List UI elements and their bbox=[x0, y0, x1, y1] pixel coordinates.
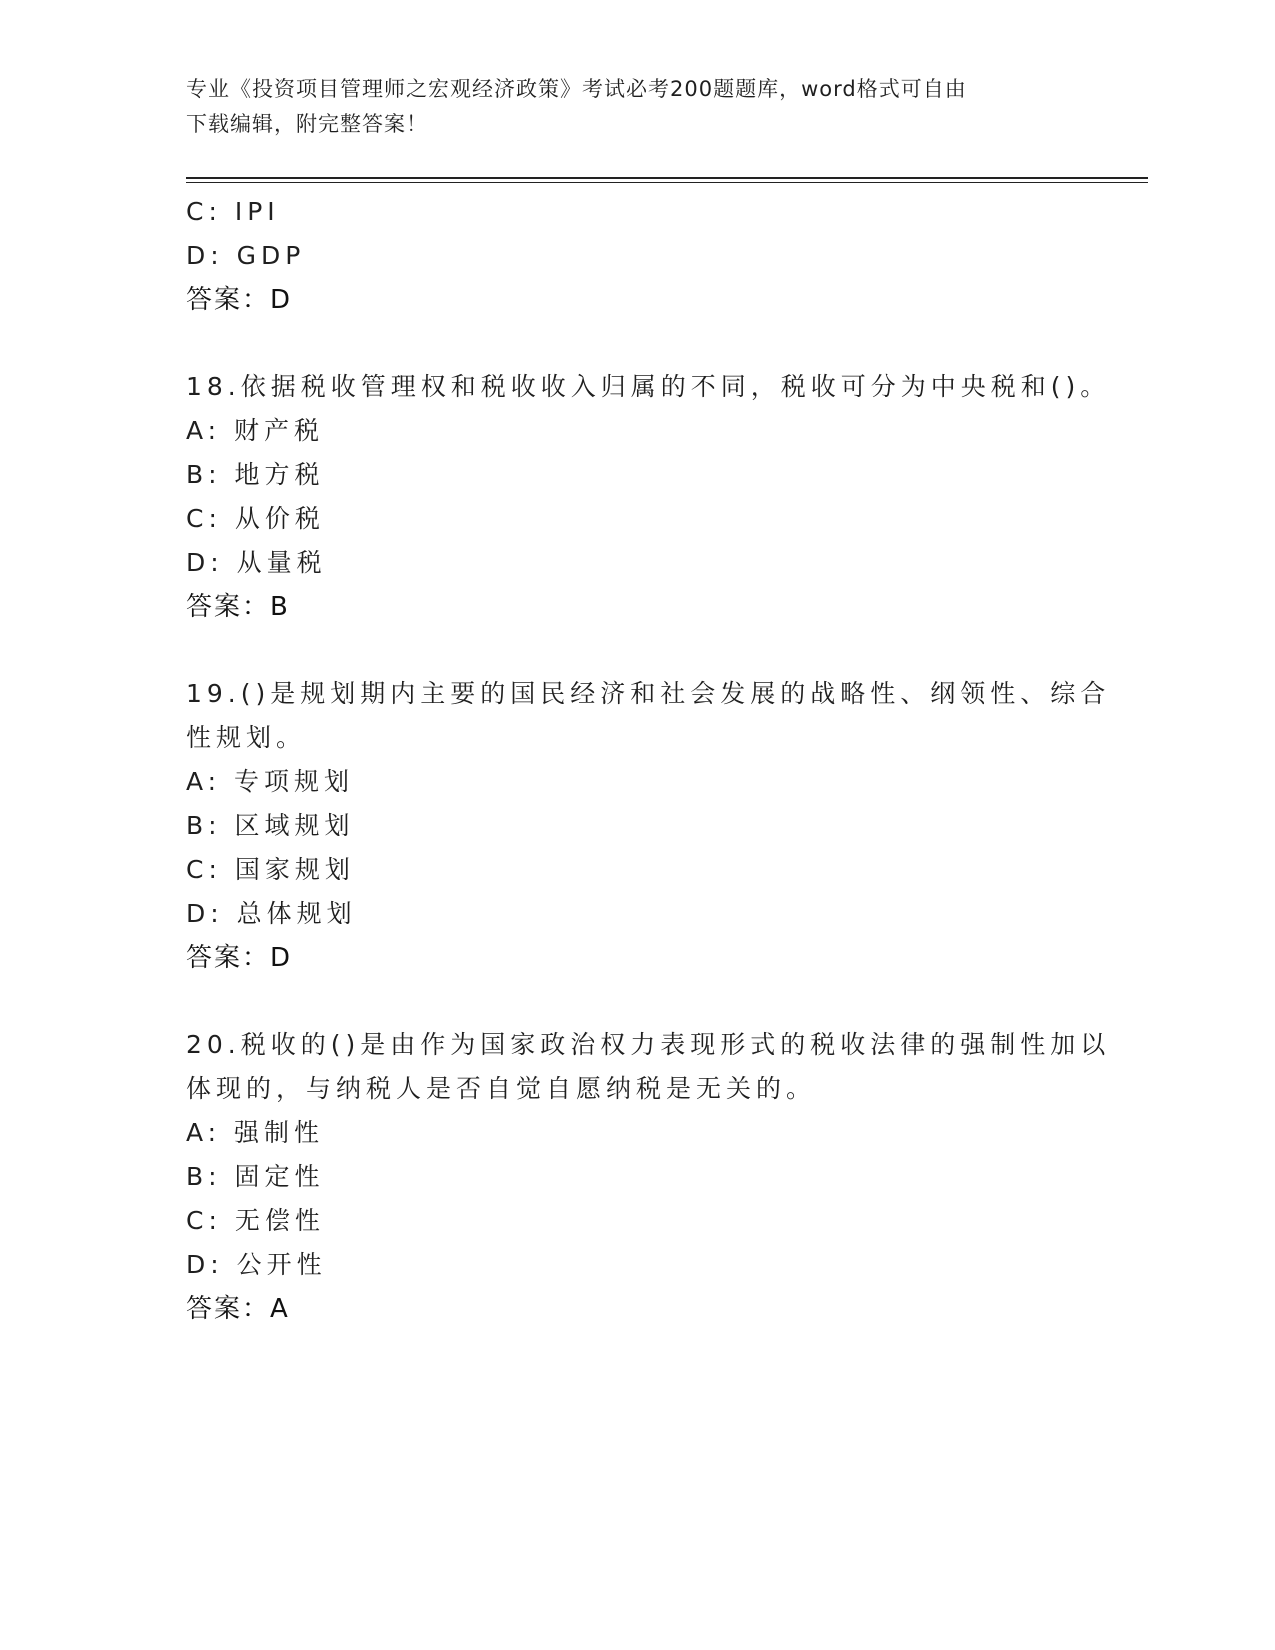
header-divider-top bbox=[186, 177, 1148, 179]
q20-stem-line-1: 20.税收的()是由作为国家政治权力表现形式的税收法律的强制性加以 bbox=[186, 1030, 1111, 1059]
q19-option-a: A: 专项规划 bbox=[186, 767, 355, 796]
q19-option-d: D: 总体规划 bbox=[186, 899, 357, 928]
q17-option-c: C: IPI bbox=[186, 197, 280, 226]
q19-stem-line-1: 19.()是规划期内主要的国民经济和社会发展的战略性、纲领性、综合 bbox=[186, 679, 1111, 708]
q19-option-c: C: 国家规划 bbox=[186, 855, 355, 884]
q17-answer: 答案：D bbox=[186, 285, 293, 315]
q19-answer: 答案：D bbox=[186, 943, 293, 973]
header-line-2: 下载编辑，附完整答案！ bbox=[186, 112, 428, 136]
document-header bbox=[186, 72, 1066, 142]
q18-stem: 18.依据税收管理权和税收收入归属的不同，税收可分为中央税和()。 bbox=[186, 372, 1111, 401]
header-line-1: 专业《投资项目管理师之宏观经济政策》考试必考200题题库，word格式可自由 bbox=[186, 77, 967, 101]
q18-option-b: B: 地方税 bbox=[186, 460, 325, 489]
q20-option-d: D: 公开性 bbox=[186, 1250, 327, 1279]
q20-stem-line-2: 体现的，与纳税人是否自觉自愿纳税是无关的。 bbox=[186, 1074, 817, 1103]
q19-option-b: B: 区域规划 bbox=[186, 811, 355, 840]
q18-answer: 答案：B bbox=[186, 592, 290, 622]
q20-option-c: C: 无偿性 bbox=[186, 1206, 325, 1235]
q20-option-b: B: 固定性 bbox=[186, 1162, 325, 1191]
q18-option-d: D: 从量税 bbox=[186, 548, 327, 577]
header-divider-bottom bbox=[186, 182, 1148, 183]
q20-answer: 答案：A bbox=[186, 1294, 290, 1324]
q18-option-a: A: 财产税 bbox=[186, 416, 325, 445]
q19-stem-line-2: 性规划。 bbox=[186, 723, 307, 752]
q20-option-a: A: 强制性 bbox=[186, 1118, 325, 1147]
q18-option-c: C: 从价税 bbox=[186, 504, 325, 533]
q17-option-d: D: GDP bbox=[186, 241, 306, 270]
